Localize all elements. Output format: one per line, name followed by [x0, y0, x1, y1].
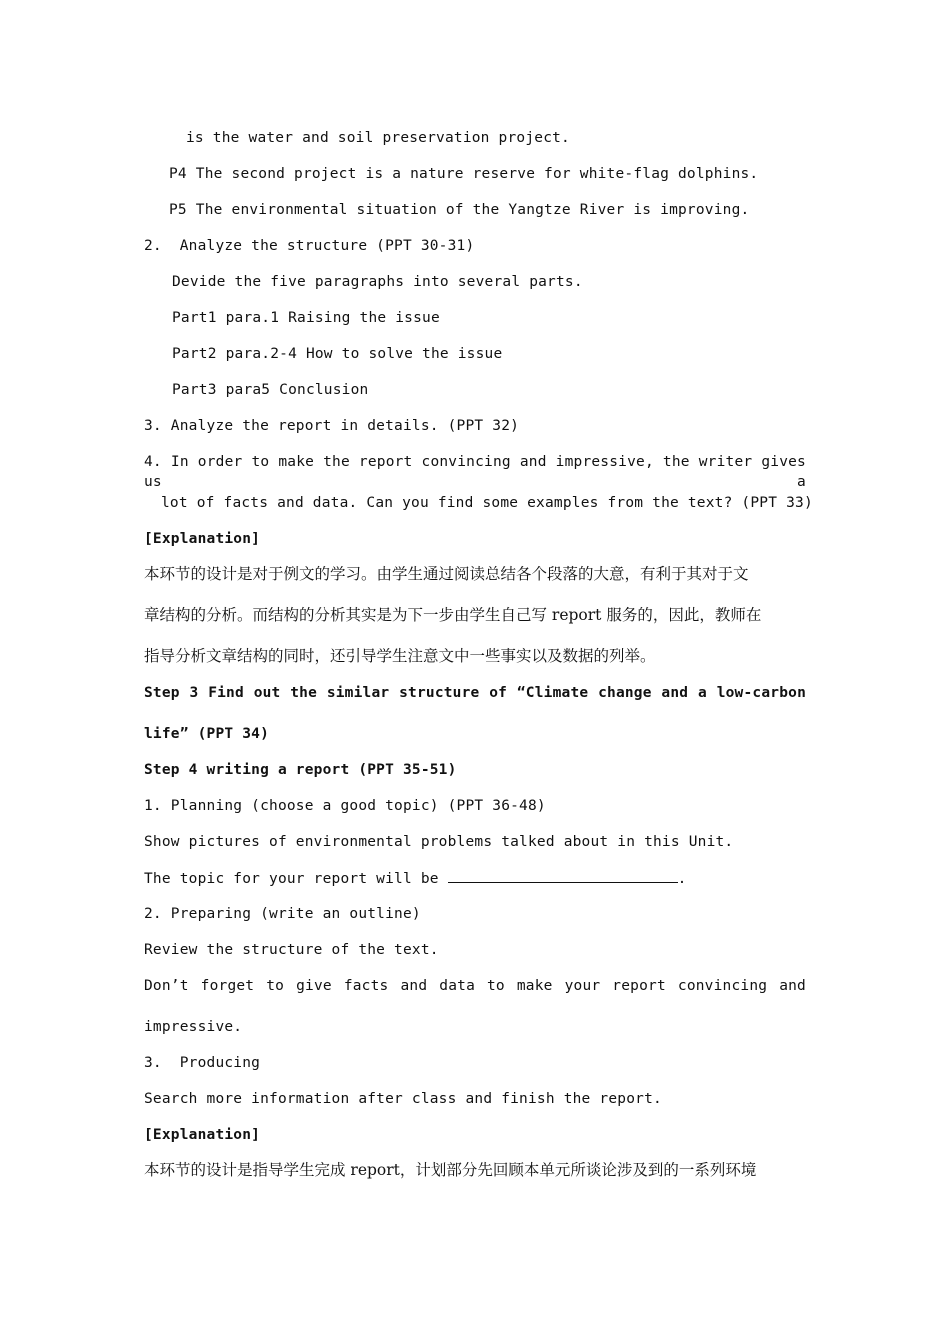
explanation-label-2: [Explanation]	[144, 1127, 261, 1143]
dont-forget-line-2: impressive.	[144, 1019, 243, 1035]
topic-prompt: The topic for your report will be	[144, 871, 439, 887]
preparing-line: 2. Preparing (write an outline)	[144, 906, 421, 922]
item-3-line: 3. Analyze the report in details. (PPT 32)	[144, 418, 520, 434]
dont-forget-line-1: Don’t forget to give facts and data to make your report convincing and	[144, 978, 806, 994]
part-3-line: Part3 para5 Conclusion	[172, 382, 369, 398]
item-4-line-2: lot of facts and data. Can you find some examples from the text? (PPT 33)	[161, 495, 813, 511]
paragraph-5-summary: P5 The environmental situation of the Yangtze River is improving.	[169, 202, 750, 218]
step-3-heading-line-2: life” (PPT 34)	[144, 726, 270, 742]
topic-period: .	[677, 871, 687, 887]
explanation-label-1: [Explanation]	[144, 531, 261, 547]
explanation-1-line-2: 章结构的分析。而结构的分析其实是为下一步由学生自己写 report 服务的，因此，教师在	[144, 606, 762, 624]
show-pictures-line: Show pictures of environmental problems talked about in this Unit.	[144, 834, 734, 850]
step-4-heading: Step 4 writing a report (PPT 35-51)	[144, 762, 457, 778]
planning-line: 1. Planning (choose a good topic) (PPT 36-48)	[144, 798, 546, 814]
explanation-2-line-1: 本环节的设计是指导学生完成 report，计划部分先回顾本单元所谈论涉及到的一系列环境	[144, 1161, 757, 1179]
paragraph-3-summary-tail: is the water and soil preservation project.	[186, 130, 570, 146]
producing-line: 3. Producing	[144, 1055, 261, 1071]
part-1-line: Part1 para.1 Raising the issue	[172, 310, 440, 326]
explanation-1-line-1: 本环节的设计是对于例文的学习。由学生通过阅读总结各个段落的大意，有利于其对于文	[144, 565, 749, 583]
review-line: Review the structure of the text.	[144, 942, 439, 958]
paragraph-4-summary: P4 The second project is a nature reserve for white-flag dolphins.	[169, 166, 759, 182]
topic-line	[144, 868, 687, 889]
step-3-heading-line-1: Step 3 Find out the similar structure of “Climate change and a low-carbon	[144, 685, 806, 701]
item-4-line-1: 4. In order to make the report convincing and impressive, the writer gives us a	[144, 454, 806, 490]
explanation-1-line-3: 指导分析文章结构的同时，还引导学生注意文中一些事实以及数据的列举。	[144, 647, 656, 665]
search-more-line: Search more information after class and finish the report.	[144, 1091, 662, 1107]
item-2-title: 2. Analyze the structure (PPT 30-31)	[144, 238, 475, 254]
item-2-instruction: Devide the five paragraphs into several parts.	[172, 274, 583, 290]
part-2-line: Part2 para.2-4 How to solve the issue	[172, 346, 503, 362]
topic-blank	[448, 868, 678, 883]
